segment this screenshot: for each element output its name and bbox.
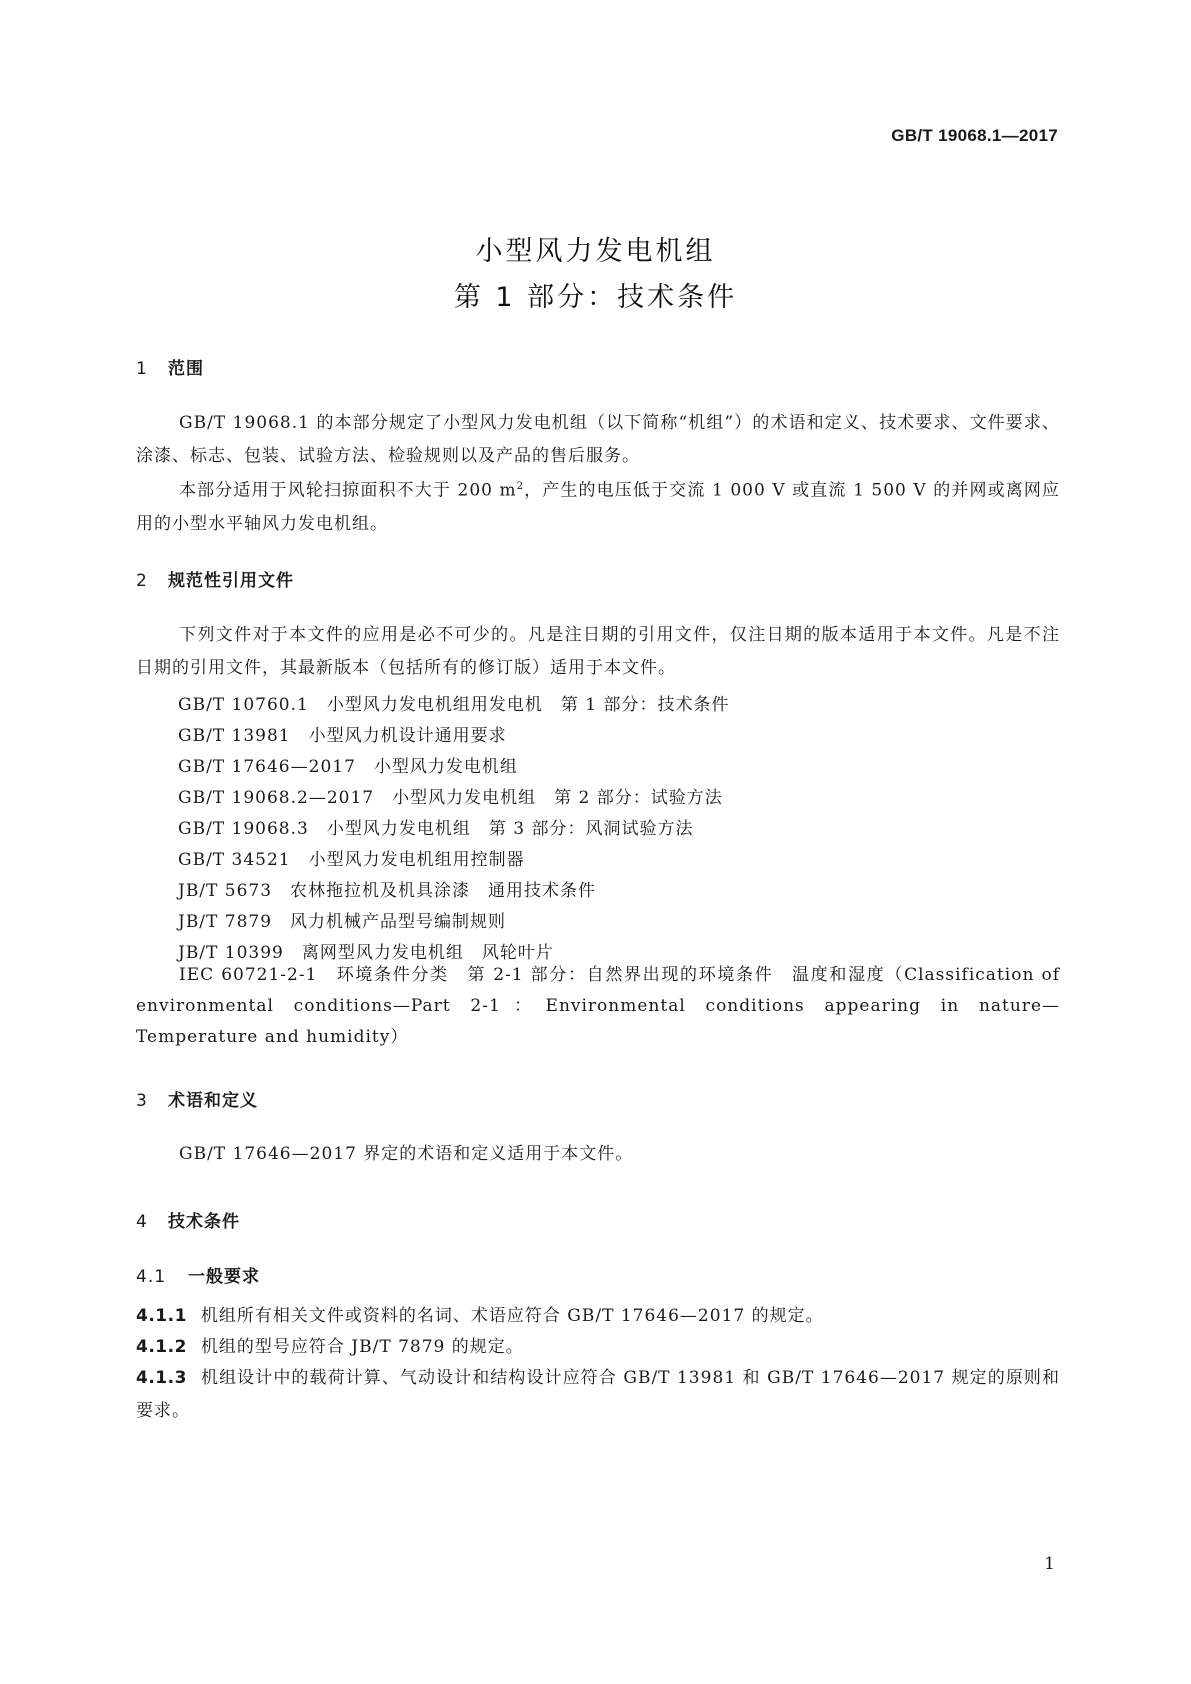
subsection-number: 4.1 [136, 1267, 167, 1287]
clause-4-1-3 [136, 1362, 1060, 1428]
reference-item: JB/T 7879 风力机械产品型号编制规则 [178, 912, 507, 932]
section-number: 1 [136, 359, 148, 379]
terms-paragraph: GB/T 17646—2017 界定的术语和定义适用于本文件。 [179, 1144, 634, 1164]
page-number: 1 [1044, 1554, 1055, 1574]
scope-text-part: ，产生的电压低于交流 1 000 V 或直流 1 500 V 的并网或离网应用的小型水平轴风力发电机组。 [136, 480, 1061, 534]
reference-item: GB/T 13981 小型风力机设计通用要求 [178, 726, 507, 746]
section-title: 规范性引用文件 [168, 571, 294, 591]
subsection-title: 一般要求 [188, 1267, 260, 1287]
section-number: 3 [136, 1091, 148, 1111]
section-number: 4 [136, 1212, 148, 1232]
scope-paragraph-1: GB/T 19068.1 的本部分规定了小型风力发电机组（以下简称“机组”）的术语和定义、技术要求、文件要求、涂漆、标志、包装、试验方法、检验规则以及产品的售后服务。 [136, 413, 1060, 466]
clause-text: 机组的型号应符合 JB/T 7879 的规定。 [200, 1337, 524, 1357]
clause-text: 机组设计中的载荷计算、气动设计和结构设计应符合 GB/T 13981 和 GB/T 17646—2017 规定的原则和要求。 [136, 1368, 1060, 1421]
subsection-4-1-heading [136, 1262, 260, 1287]
section-number: 2 [136, 571, 148, 591]
clause-text: 机组所有相关文件或资料的名词、术语应符合 GB/T 17646—2017 的规定。 [200, 1306, 824, 1326]
scope-text-part: 本部分适用于风轮扫掠面积不大于 200 m [179, 480, 517, 501]
section-1-heading [136, 354, 204, 379]
clause-4-1-1 [136, 1300, 1060, 1333]
document-subtitle: 第 1 部分：技术条件 [453, 282, 738, 313]
reference-item: GB/T 17646—2017 小型风力发电机组 [178, 757, 518, 777]
section-title: 技术条件 [168, 1212, 240, 1232]
clause-number: 4.1.3 [136, 1368, 187, 1388]
reference-item: JB/T 5673 农林拖拉机及机具涂漆 通用技术条件 [178, 881, 597, 901]
section-3-heading [136, 1086, 258, 1111]
reference-item: GB/T 19068.3 小型风力发电机组 第 3 部分：风洞试验方法 [178, 819, 694, 839]
reference-item-iec: IEC 60721-2-1 环境条件分类 第 2-1 部分：自然界出现的环境条件 温度和湿度（Classification of environmental conditions—Part 2-1：Environmental conditions appearing in nature—Temperature and humidity） [136, 965, 1060, 1047]
clause-number: 4.1.2 [136, 1337, 187, 1357]
reference-item: JB/T 10399 离网型风力发电机组 风轮叶片 [178, 943, 554, 963]
clause-4-1-2 [136, 1331, 1060, 1364]
scope-paragraph-2 [136, 470, 1060, 541]
section-title: 范围 [168, 359, 204, 379]
references-intro: 下列文件对于本文件的应用是必不可少的。凡是注日期的引用文件，仅注日期的版本适用于本文件。凡是不注日期的引用文件，其最新版本（包括所有的修订版）适用于本文件。 [136, 625, 1060, 678]
reference-item: GB/T 19068.2—2017 小型风力发电机组 第 2 部分：试验方法 [178, 788, 723, 808]
clause-number: 4.1.1 [136, 1306, 187, 1326]
section-2-heading [136, 566, 294, 591]
document-title: 小型风力发电机组 [475, 236, 716, 267]
section-title: 术语和定义 [168, 1091, 258, 1111]
superscript-2: 2 [516, 481, 524, 492]
reference-item: GB/T 10760.1 小型风力发电机组用发电机 第 1 部分：技术条件 [178, 695, 730, 715]
reference-item: GB/T 34521 小型风力发电机组用控制器 [178, 850, 525, 870]
standard-code: GB/T 19068.1—2017 [891, 126, 1058, 145]
section-4-heading [136, 1207, 240, 1232]
